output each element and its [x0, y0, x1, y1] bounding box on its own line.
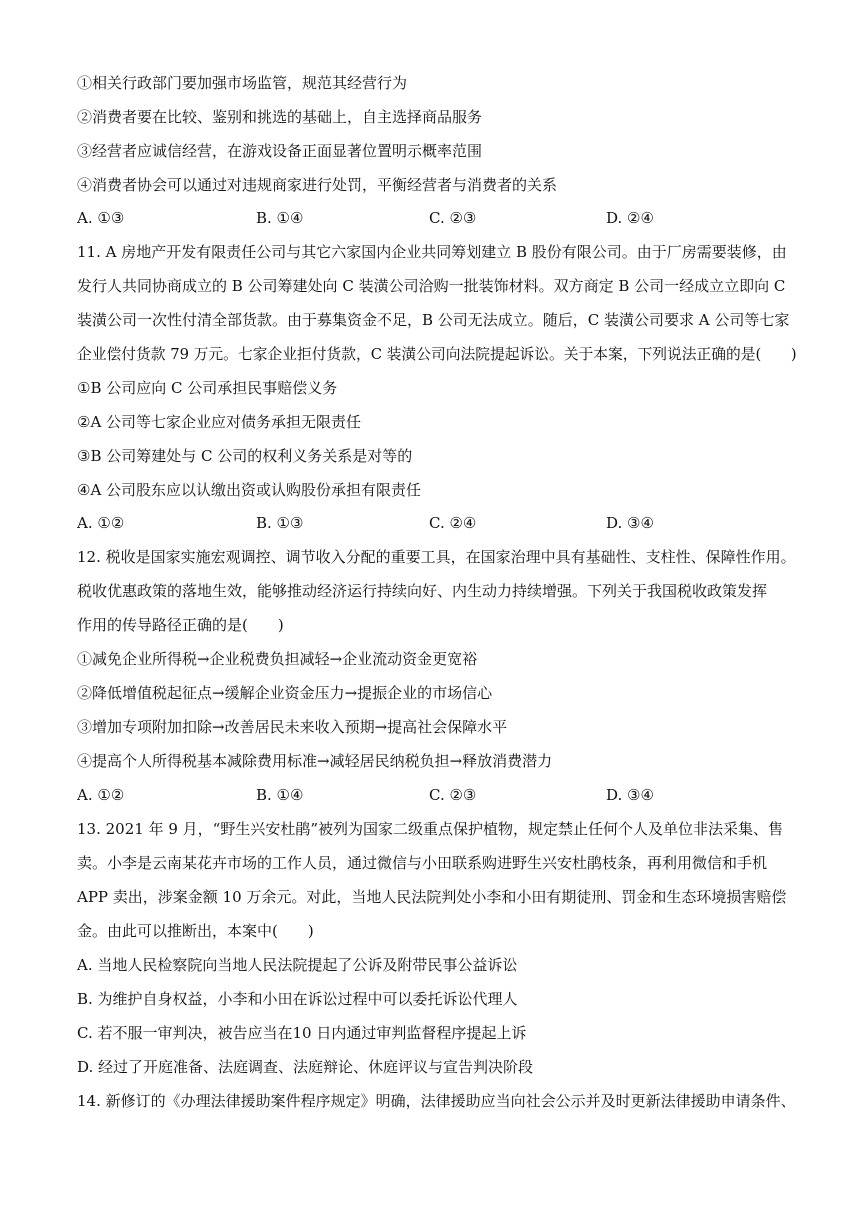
q12-options [77, 785, 797, 805]
q10-option-b: B. ①④ [256, 209, 304, 227]
q12-option-d: D. ③④ [606, 786, 654, 804]
q11-statement-4: ④A 公司股东应以认缴出资或认购股份承担有限责任 [77, 481, 422, 499]
q12-stem-line-2: 税收优惠政策的落地生效，能够推动经济运行持续向好、内生动力持续增强。下列关于我国税收政策发挥 [77, 582, 768, 600]
q11-options [77, 513, 797, 533]
q14-stem-line-1: 14. 新修订的《办理法律援助案件程序规定》明确，法律援助应当向社会公示并及时更新法律援助申请条件、 [77, 1092, 796, 1110]
q10-statement-1: ①相关行政部门要加强市场监管，规范其经营行为 [77, 74, 408, 92]
q11-option-a: A. ①② [77, 514, 125, 532]
q12-stem-line-3: 作用的传导路径正确的是( ) [77, 616, 284, 634]
q13-option-a: A. 当地人民检察院向当地人民法院提起了公诉及附带民事公益诉讼 [77, 956, 518, 974]
q13-option-c: C. 若不服一审判决，被告应当在10 日内通过审判监督程序提起上诉 [77, 1024, 527, 1042]
q11-stem-line-3: 装潢公司一次性付清全部货款。由于募集资金不足，B 公司无法成立。随后，C 装潢公司要求 A 公司等七家 [77, 311, 790, 329]
q13-stem-line-4: 金。由此可以推断出，本案中( ) [77, 922, 314, 940]
q11-statement-2: ②A 公司等七家企业应对债务承担无限责任 [77, 413, 362, 431]
q10-option-d: D. ②④ [606, 209, 654, 227]
q11-option-d: D. ③④ [606, 514, 654, 532]
q12-option-a: A. ①② [77, 786, 125, 804]
q12-statement-3: ③增加专项附加扣除→改善居民未来收入预期→提高社会保障水平 [77, 718, 508, 736]
q11-stem-line-4: 企业偿付货款 79 万元。七家企业拒付货款，C 装潢公司向法院提起诉讼。关于本案，下列说法正确的是( ) [77, 345, 797, 363]
q11-stem-line-1: 11. A 房地产开发有限责任公司与其它六家国内企业共同筹划建立 B 股份有限公司。由于厂房需要装修，由 [77, 243, 787, 261]
q12-option-c: C. ②③ [429, 786, 477, 804]
q12-option-b: B. ①④ [256, 786, 304, 804]
q12-statement-2: ②降低增值税起征点→缓解企业资金压力→提振企业的市场信心 [77, 684, 493, 702]
q11-stem-line-2: 发行人共同协商成立的 B 公司筹建处向 C 装潢公司洽购一批装饰材料。双方商定 B 公司一经成立立即向 C [77, 277, 786, 295]
q11-option-c: C. ②④ [429, 514, 477, 532]
q10-statement-2: ②消费者要在比较、鉴别和挑选的基础上，自主选择商品服务 [77, 108, 483, 126]
q12-statement-4: ④提高个人所得税基本减除费用标准→减轻居民纳税负担→释放消费潜力 [77, 752, 553, 770]
q13-stem-line-3: APP 卖出，涉案金额 10 万余元。对此，当地人民法院判处小李和小田有期徒刑、罚金和生态环境损害赔偿 [77, 888, 787, 906]
q10-options [77, 208, 797, 228]
q13-stem-line-2: 卖。小李是云南某花卉市场的工作人员，通过微信与小田联系购进野生兴安杜鹃枝条，再利用微信和手机 [77, 854, 768, 872]
q12-statement-1: ①减免企业所得税→企业税费负担减轻→企业流动资金更宽裕 [77, 650, 478, 668]
q10-option-c: C. ②③ [429, 209, 477, 227]
q12-stem-line-1: 12. 税收是国家实施宏观调控、调节收入分配的重要工具，在国家治理中具有基础性、支柱性、保障性作用。 [77, 548, 796, 566]
q11-statement-1: ①B 公司应向 C 公司承担民事赔偿义务 [77, 379, 338, 397]
q13-stem-line-1: 13. 2021 年 9 月，“野生兴安杜鹃”被列为国家二级重点保护植物，规定禁止任何个人及单位非法采集、售 [77, 820, 783, 838]
q10-option-a: A. ①③ [77, 209, 125, 227]
q10-statement-3: ③经营者应诚信经营，在游戏设备正面显著位置明示概率范围 [77, 142, 483, 160]
q11-statement-3: ③B 公司筹建处与 C 公司的权利义务关系是对等的 [77, 447, 413, 465]
q13-option-b: B. 为维护自身权益，小李和小田在诉讼过程中可以委托诉讼代理人 [77, 990, 518, 1008]
q10-statement-4: ④消费者协会可以通过对违规商家进行处罚，平衡经营者与消费者的关系 [77, 176, 558, 194]
q13-option-d: D. 经过了开庭准备、法庭调查、法庭辩论、休庭评议与宣告判决阶段 [77, 1058, 534, 1076]
q11-option-b: B. ①③ [256, 514, 304, 532]
